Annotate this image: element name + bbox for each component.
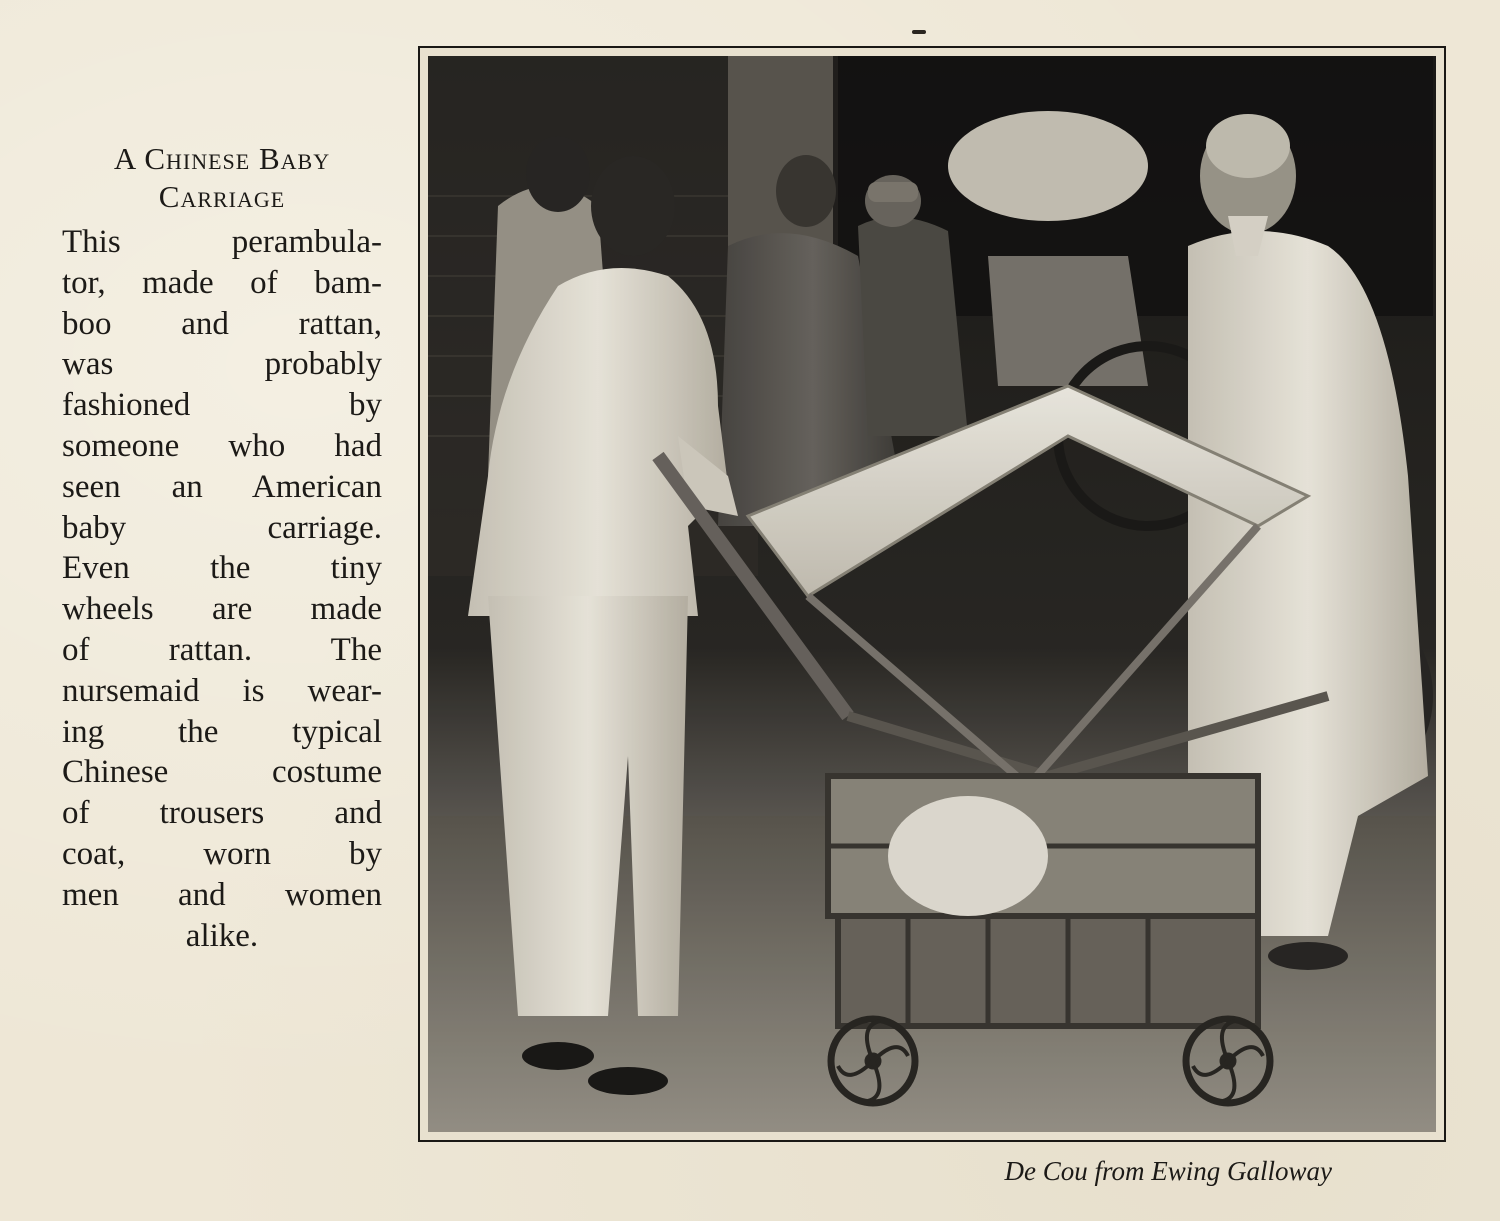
body-line: someone who had xyxy=(62,427,382,464)
body-line: Even the tiny xyxy=(62,550,382,587)
body-line: was probably xyxy=(62,346,382,383)
body-line: wheels are made xyxy=(62,591,382,628)
body-line: fashioned by xyxy=(62,387,382,424)
body-line: This perambula- xyxy=(62,224,382,260)
body-line: boo and rattan, xyxy=(62,305,382,342)
photo-grain xyxy=(428,56,1436,1132)
caption-column xyxy=(62,140,382,956)
print-mark xyxy=(912,30,926,34)
body-line: nursemaid is wear- xyxy=(62,672,382,709)
article-heading xyxy=(62,140,382,216)
heading-line-1: A Chinese Baby xyxy=(113,141,331,176)
photo-credit: De Cou from Ewing Galloway xyxy=(1004,1156,1332,1186)
body-line: ing the typical xyxy=(62,713,382,750)
body-line: coat, worn by xyxy=(62,835,382,872)
body-line: of trousers and xyxy=(62,795,382,832)
body-line: seen an American xyxy=(62,468,382,505)
body-line: men and women xyxy=(62,876,382,913)
body-line: Chinese costume xyxy=(62,754,382,791)
photograph xyxy=(428,56,1436,1132)
photograph-frame xyxy=(418,46,1446,1142)
body-line: alike. xyxy=(185,917,259,954)
heading-line-2: Carriage xyxy=(158,179,286,214)
body-line: of rattan. The xyxy=(62,631,382,668)
body-line: baby carriage. xyxy=(62,509,382,546)
body-line: tor, made of bam- xyxy=(62,264,382,301)
article-body xyxy=(62,222,382,956)
